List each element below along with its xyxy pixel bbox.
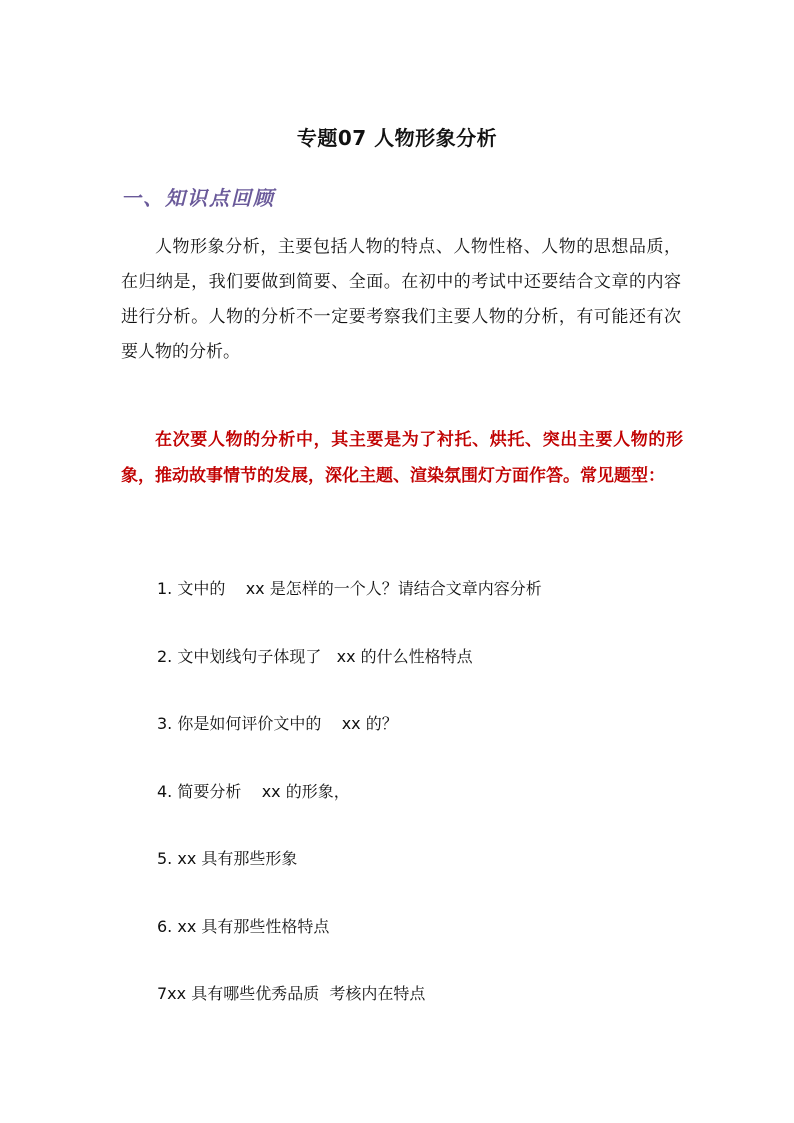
question-item-6: 6. xx 具有那些性格特点 [157,916,330,936]
question-item-1: 1. 文中的 xx 是怎样的一个人？请结合文章内容分析 [157,579,542,598]
section-heading: 一、知识点回顾 [121,186,275,210]
intro-paragraph: 人物形象分析，主要包括人物的特点、人物性格、人物的思想品质，在归纳是，我们要做到简要、全面。在初中的考试中还要结合文章的内容进行分析。人物的分析不一定要考察我们主要人物的分析，有可能还有次要人物的分析。 [121,237,681,362]
question-item-2: 2. 文中划线句子体现了 xx 的什么性格特点 [157,646,473,666]
question-list [157,574,542,1047]
page-title: 专题07 人物形象分析 [296,126,498,150]
question-item-7: 7xx 具有哪些优秀品质 考核内在特点 [157,984,426,1003]
emphasis-paragraph: 在次要人物的分析中，其主要是为了衬托、烘托、突出主要人物的形象，推动故事情节的发展，深化主题、渲染氛围灯方面作答。常见题型： [121,430,683,486]
question-item-3: 3. 你是如何评价文中的 xx 的？ [157,714,398,733]
question-item-5: 5. xx 具有那些形象 [157,849,298,868]
question-item-4: 4. 简要分析 xx 的形象， [157,781,350,801]
